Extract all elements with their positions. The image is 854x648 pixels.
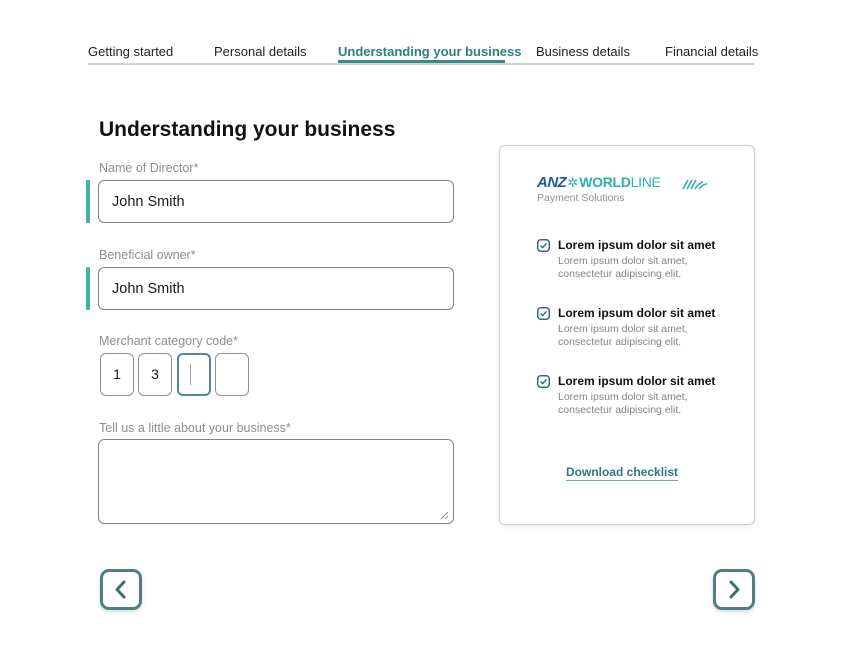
checklist-item-desc: Lorem ipsum dolor sit amet, consectetur adipiscing elit. xyxy=(558,391,688,416)
logo-line: LINE xyxy=(630,174,661,190)
step-understanding-your-business[interactable]: Understanding your business xyxy=(338,44,522,59)
checklist-item-title: Lorem ipsum dolor sit amet xyxy=(558,374,716,388)
step-personal-details[interactable]: Personal details xyxy=(214,44,307,59)
checklist-item-desc: Lorem ipsum dolor sit amet, consectetur adipiscing elit. xyxy=(558,323,688,348)
logo-star-icon: ✲ xyxy=(567,175,579,190)
checkbox-checked-icon xyxy=(537,375,550,388)
chevron-right-icon xyxy=(724,579,744,600)
beneficial-owner-value: John Smith xyxy=(112,281,185,297)
owner-field-marker xyxy=(86,267,90,310)
checklist-item-title: Lorem ipsum dolor sit amet xyxy=(558,306,716,320)
back-button[interactable] xyxy=(100,569,142,610)
anz-worldline-logo xyxy=(537,174,661,192)
logo-subtitle: Payment Solutions xyxy=(537,192,625,204)
mcc-digit-2[interactable]: 3 xyxy=(138,353,172,396)
mcc-digit-3[interactable] xyxy=(177,353,211,396)
mcc-digit-1[interactable]: 1 xyxy=(100,353,134,396)
page-title: Understanding your business xyxy=(99,118,396,141)
checkbox-checked-icon xyxy=(537,239,550,252)
about-label: Tell us a little about your business* xyxy=(99,421,291,435)
chevron-left-icon xyxy=(111,579,131,600)
active-step-indicator xyxy=(338,60,505,63)
checkbox-checked-icon xyxy=(537,307,550,320)
mcc-digit-4[interactable] xyxy=(215,353,249,396)
mcc-label: Merchant category code* xyxy=(99,334,238,348)
text-caret xyxy=(190,364,191,385)
checklist-item-desc: Lorem ipsum dolor sit amet, consectetur adipiscing elit. xyxy=(558,255,688,280)
worldline-waves-icon xyxy=(682,178,708,190)
resize-handle-icon[interactable] xyxy=(440,511,449,520)
owner-label: Beneficial owner* xyxy=(99,248,196,262)
logo-anz: ANZ xyxy=(537,174,567,191)
beneficial-owner-input[interactable] xyxy=(98,267,454,310)
download-checklist-link[interactable]: Download checklist xyxy=(566,465,679,479)
next-button[interactable] xyxy=(713,569,755,610)
director-name-value: John Smith xyxy=(112,194,185,210)
step-business-details[interactable]: Business details xyxy=(536,44,630,59)
logo-world: WORLD xyxy=(579,174,631,190)
about-business-textarea[interactable] xyxy=(98,439,454,524)
step-getting-started[interactable]: Getting started xyxy=(88,44,174,59)
director-field-marker xyxy=(86,180,90,223)
checklist-item-title: Lorem ipsum dolor sit amet xyxy=(558,238,716,252)
director-name-input[interactable] xyxy=(98,180,454,223)
director-label: Name of Director* xyxy=(99,161,199,175)
step-financial-details[interactable]: Financial details xyxy=(665,44,759,59)
